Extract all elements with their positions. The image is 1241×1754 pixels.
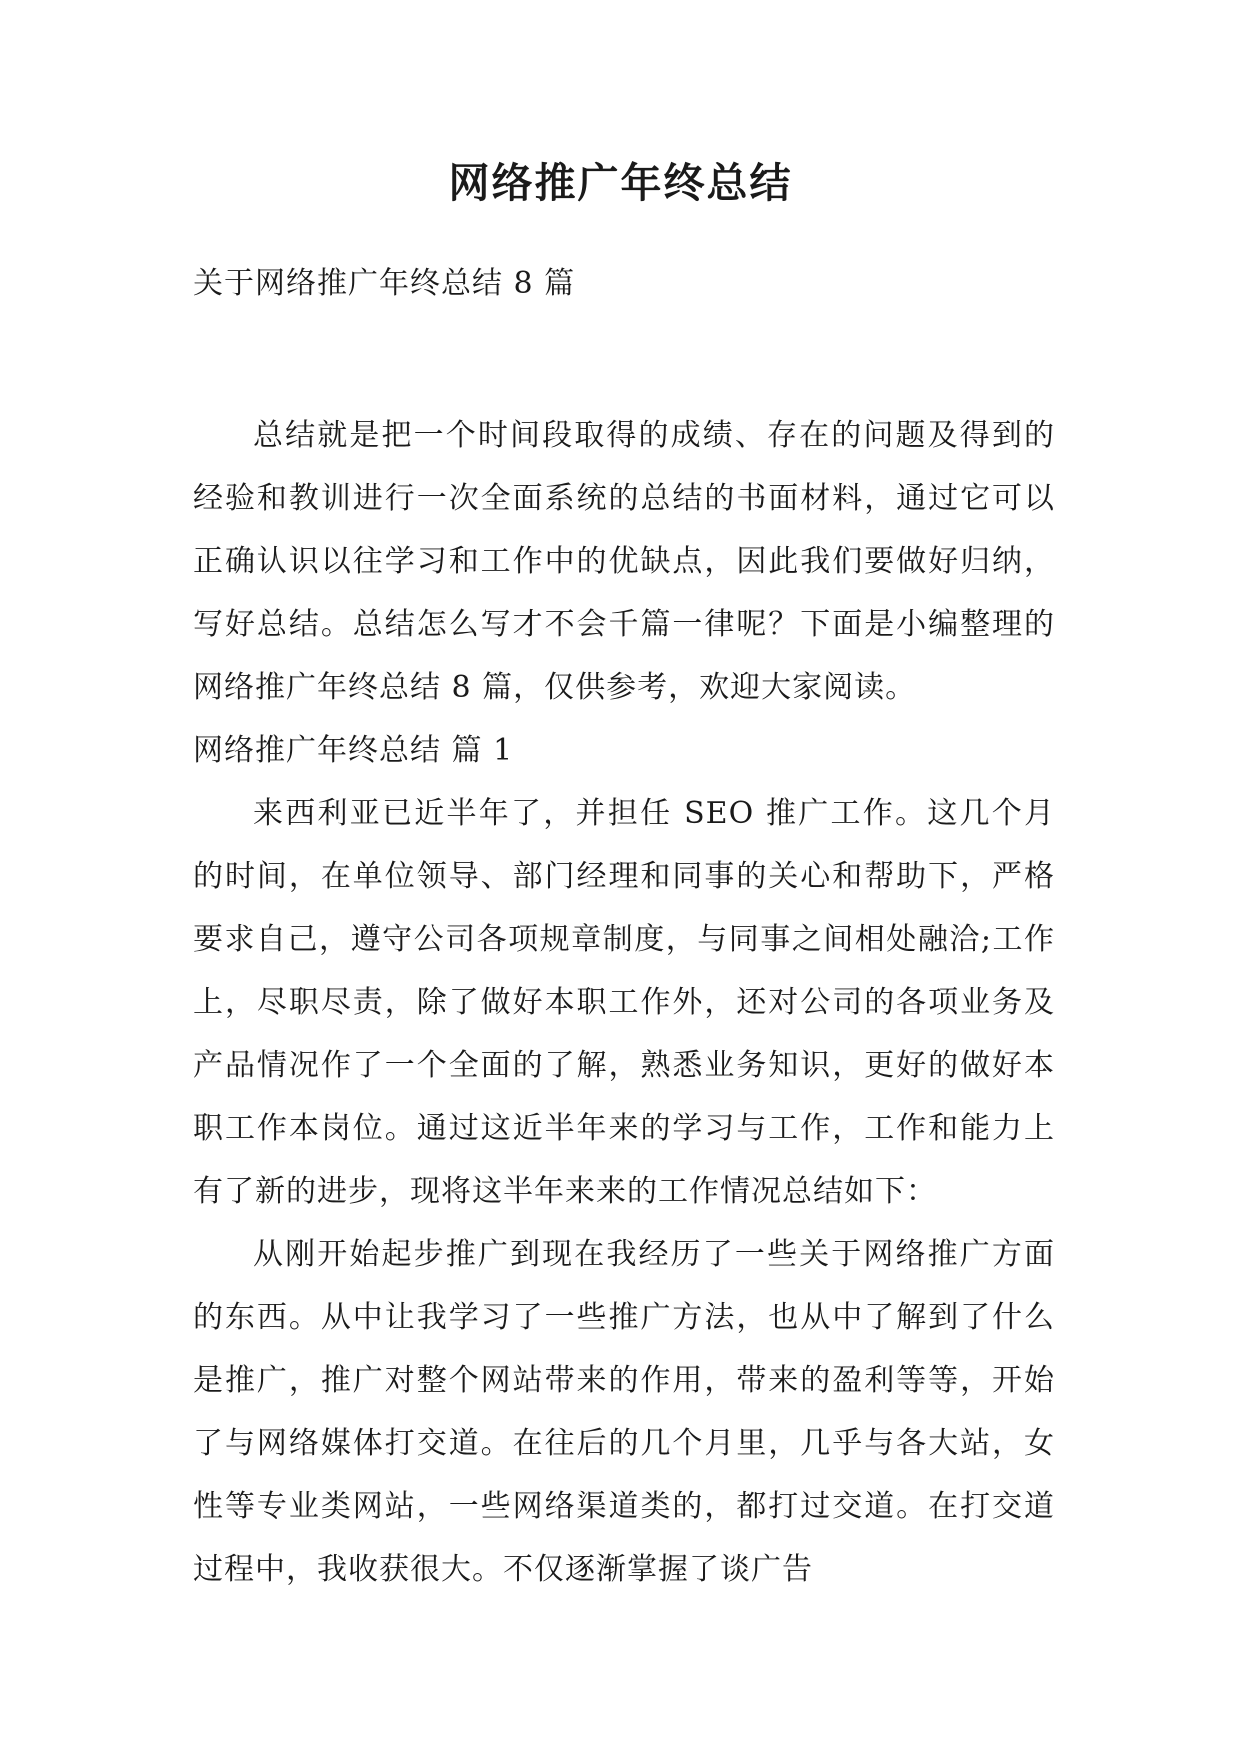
section-heading: 网络推广年终总结 篇 1 (193, 733, 514, 768)
document-title: 网络推广年终总结 (448, 159, 793, 207)
document-subtitle: 关于网络推广年终总结 8 篇 (193, 266, 576, 301)
document-body (193, 404, 1055, 1601)
body-paragraph: 来西利亚已近半年了，并担任 SEO 推广工作。这几个月的时间，在单位领导、部门经理和同事的关心和帮助下，严格要求自己，遵守公司各项规章制度，与同事之间相处融洽;工作上，尽职尽责，除了做好本职工作外，还对公司的各项业务及产品情况作了一个全面的了解，熟悉业务知识，更好的做好本职工作本岗位。通过这近半年来的学习与工作，工作和能力上有了新的进步，现将这半年来来的工作情况总结如下： (193, 796, 1055, 1209)
intro-paragraph: 总结就是把一个时间段取得的成绩、存在的问题及得到的经验和教训进行一次全面系统的总结的书面材料，通过它可以正确认识以往学习和工作中的优缺点，因此我们要做好归纳，写好总结。总结怎么写才不会千篇一律呢？下面是小编整理的网络推广年终总结 8 篇，仅供参考，欢迎大家阅读。 (193, 418, 1055, 705)
body-paragraph: 从刚开始起步推广到现在我经历了一些关于网络推广方面的东西。从中让我学习了一些推广方法，也从中了解到了什么是推广，推广对整个网站带来的作用，带来的盈利等等，开始了与网络媒体打交道。在往后的几个月里，几乎与各大站，女性等专业类网站，一些网络渠道类的，都打过交道。在打交道过程中，我收获很大。不仅逐渐掌握了谈广告 (193, 1237, 1055, 1587)
